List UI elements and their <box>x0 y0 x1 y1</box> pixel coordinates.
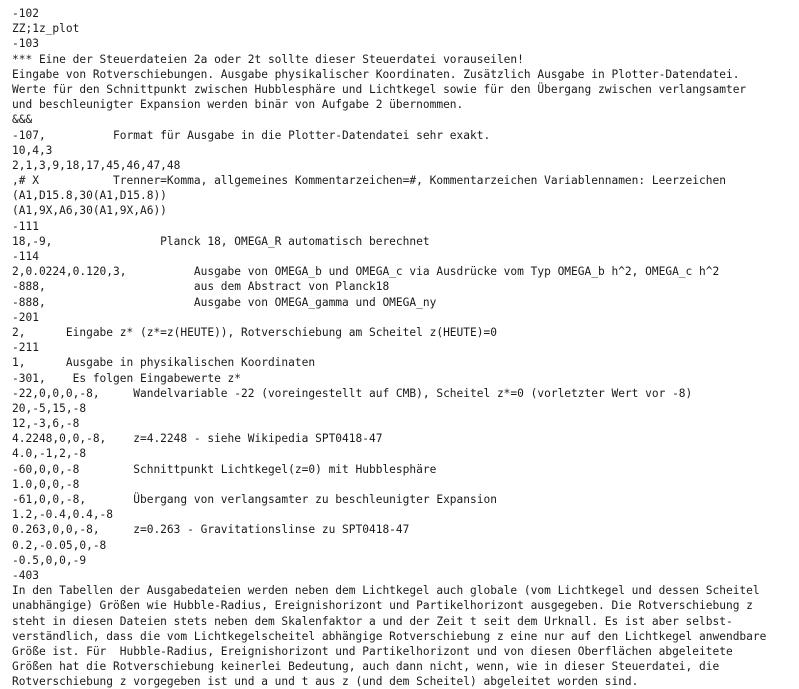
text-line: Größe ist. Für Hubble-Radius, Ereignishorizont und Partikelhorizont und von diesen Oberflächen abgeleitete <box>12 644 733 658</box>
text-line: 1.2,-0.4,0.4,-8 <box>12 508 114 522</box>
text-line: ,# X Trenner=Komma, allgemeines Kommentarzeichen=#, Kommentarzeichen Variablennamen: Leerzeichen <box>12 174 726 188</box>
text-line: 4.2248,0,0,-8, z=4.2248 - siehe Wikipedia SPT0418-47 <box>12 432 383 446</box>
text-line: 20,-5,15,-8 <box>12 401 87 415</box>
text-line: *** Eine der Steuerdateien 2a oder 2t sollte dieser Steuerdatei vorauseilen! <box>12 52 524 66</box>
text-line: steht in diesen Dateien stets neben dem Skalenfaktor a und der Zeit t seit dem Urknall. Es ist aber selbst- <box>12 614 733 628</box>
text-line: 0.263,0,0,-8, z=0.263 - Gravitationslinse zu SPT0418-47 <box>12 523 410 537</box>
text-line: 2,0.0224,0.120,3, Ausgabe von OMEGA_b und OMEGA_c via Ausdrücke vom Typ OMEGA_b h^2, OMEGA_c h^2 <box>12 265 720 279</box>
text-line: -888, Ausgabe von OMEGA_gamma und OMEGA_ny <box>12 295 437 309</box>
text-line: 2,1,3,9,18,17,45,46,47,48 <box>12 158 181 172</box>
text-line: Eingabe von Rotverschiebungen. Ausgabe physikalischer Koordinaten. Zusätzlich Ausgabe in Plotter-Datendatei. <box>12 67 740 81</box>
text-line: -102 <box>12 7 39 20</box>
text-line: 1, Ausgabe in physikalischen Koordinaten <box>12 356 316 370</box>
text-line: Größen hat die Rotverschiebung keinerlei Bedeutung, auch dann nicht, wenn, wie in dieser Steuerdatei, die <box>12 660 720 674</box>
text-line: (A1,9X,A6,30(A1,9X,A6)) <box>12 204 167 218</box>
text-line: (A1,D15.8,30(A1,D15.8)) <box>12 189 167 203</box>
text-line: 18,-9, Planck 18, OMEGA_R automatisch berechnet <box>12 234 430 248</box>
text-line: -60,0,0,-8 Schnittpunkt Lichtkegel(z=0) mit Hubblesphäre <box>12 462 437 476</box>
text-line: &&& <box>12 113 33 127</box>
text-line: -888, aus dem Abstract von Planck18 <box>12 280 390 294</box>
text-line: 2, Eingabe z* (z*=z(HEUTE)), Rotverschiebung am Scheitel z(HEUTE)=0 <box>12 325 497 339</box>
text-line: -201 <box>12 310 39 324</box>
text-line: Werte für den Schnittpunkt zwischen Hubblesphäre und Lichtkegel sowie für den Übergang zwischen verlangsamter <box>12 82 747 96</box>
text-line: -114 <box>12 250 39 263</box>
text-line: In den Tabellen der Ausgabedateien werden neben dem Lichtkegel auch globale (vom Lichtkegel und dessen Scheitel <box>12 584 760 598</box>
text-line: -403 <box>12 568 39 582</box>
text-line: unabhängige) Größen wie Hubble-Radius, Ereignishorizont und Partikelhorizont ausgegeben. Die Rotverschiebung z <box>12 599 753 613</box>
text-line: -22,0,0,0,-8, Wandelvariable -22 (voreingestellt auf CMB), Scheitel z*=0 (vorletzter Wert vor -8) <box>12 386 693 400</box>
text-line: -301, Es folgen Eingabewerte z* <box>12 371 242 385</box>
text-line: -61,0,0,-8, Übergang von verlangsamter zu beschleunigter Expansion <box>12 493 497 506</box>
text-line: ZZ;1z_plot <box>12 22 80 36</box>
text-line: -211 <box>12 341 39 355</box>
text-line: und beschleunigter Expansion werden binär von Aufgabe 2 übernommen. <box>12 98 464 112</box>
text-line: 4.0,-1,2,-8 <box>12 447 87 461</box>
text-line: -0.5,0,0,-9 <box>12 553 87 567</box>
text-line: -107, Format für Ausgabe in die Plotter-Datendatei sehr exakt. <box>12 128 491 142</box>
text-line: Rotverschiebung z vorgegeben ist und a und t aus z (und dem Scheitel) abgeleitet worden sind. <box>12 675 639 689</box>
text-line: 12,-3,6,-8 <box>12 417 80 431</box>
text-line: 1.0,0,0,-8 <box>12 477 80 491</box>
text-line: -103 <box>12 37 39 51</box>
text-line: 0.2,-0.05,0,-8 <box>12 538 107 552</box>
text-line: -111 <box>12 219 39 233</box>
text-line: verständlich, dass die vom Lichtkegelscheitel abhängige Rotverschiebung z eine nur auf den Lichtkegel anwendbare <box>12 629 767 643</box>
text-line: 10,4,3 <box>12 143 53 157</box>
